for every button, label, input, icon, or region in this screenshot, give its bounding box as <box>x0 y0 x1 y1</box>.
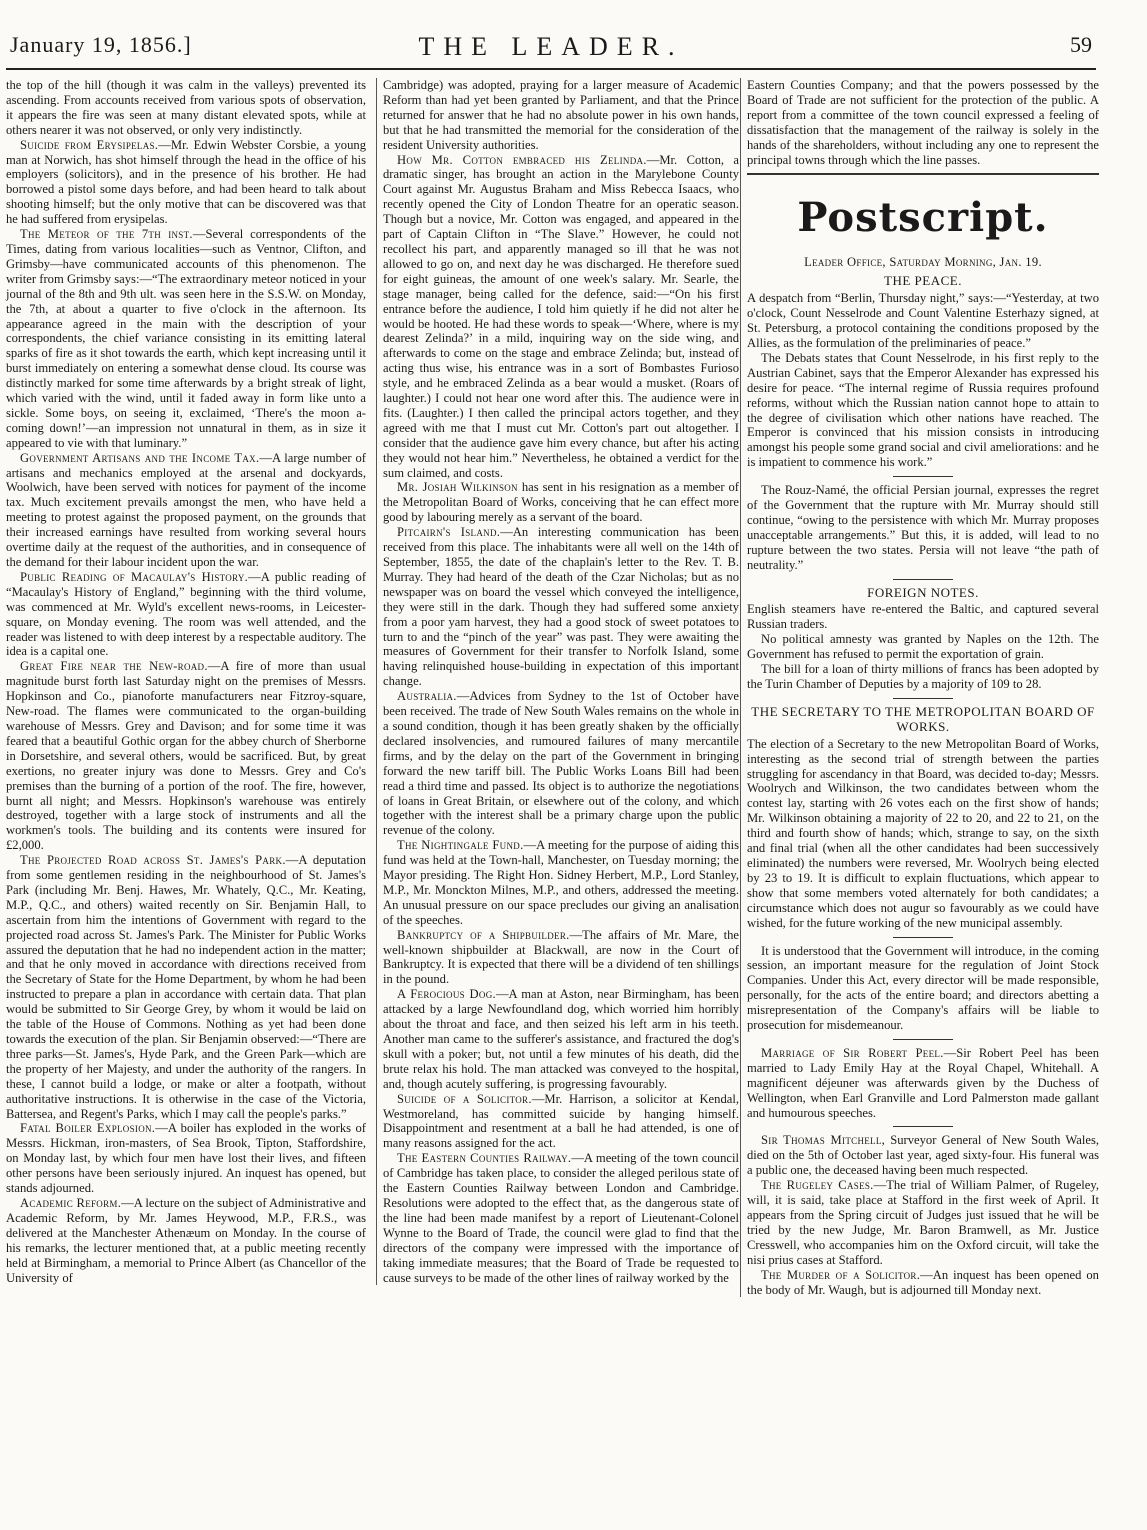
divider <box>893 579 953 580</box>
article-body: —A meeting for the purpose of aiding this fund was held at the Town-hall, Manchester, on Tuesday morning; the Mayor presiding. The Right Hon. Sidney Herbert, M.P., Lord Stanley, M.P., Mr. Monckton Milnes, M.P., and others, addressed the meeting. An unusual pressure on our space precludes our giving an analisation of the speeches. <box>383 838 739 927</box>
article-body: —Mr. Edwin Webster Corsbie, a young man at Norwich, has shot himself through the head in the office of his employers (solicitors), and in the presence of his brother. He had borrowed a pistol some days before, and had been heard to talk about shooting himself; but the only motive that can be discovered was that he had suffered from erysipelas. <box>6 137 366 227</box>
article-title: Mr. Josiah Wilkinson <box>397 480 518 495</box>
article-title: Suicide from Erysipelas. <box>20 137 159 152</box>
article-title: Fatal Boiler Explosion. <box>20 1121 156 1136</box>
article-title: The Eastern Counties Railway. <box>397 1151 572 1166</box>
article-bankruptcy <box>383 928 739 988</box>
article-title: Public Reading of Macaulay's History. <box>20 569 249 584</box>
article-title: Bankruptcy of a Shipbuilder. <box>397 927 570 942</box>
article-body: —A public reading of “Macaulay's History of England,” beginning with the third volume, was commenced at Mr. Wyld's excellent news-rooms, in Leicester-square, on Monday evening. The room was well attended, and the reader was listened to with deep interest by a respectable auditory. The idea is a capital one. <box>6 569 367 659</box>
masthead <box>6 30 1096 70</box>
article-joint-stock: It is understood that the Government will introduce, in the coming session, an important measure for the regulation of Joint Stock Companies. Under this Act, every director will be made responsible, personally, for the acts of the entire board; and directors abetting a misrepresentation of the Company's affairs will be liable to prosecution for misdemeanour. <box>747 943 1099 1033</box>
article-peel-marriage <box>747 1046 1099 1121</box>
article-body: —An inquest has been opened on the body of Mr. Waugh, but is adjourned till Monday next. <box>747 1267 1099 1297</box>
article-murder-solicitor <box>747 1268 1099 1298</box>
article-rouz-name: The Rouz-Namé, the official Persian journal, expresses the regret of the Government that the rupture with Mr. Murray should still continue, “owing to the persistence with which Mr. Murray proposes unacceptable arrangements.” But this, it is added, will lead to no rupture between the two states. Persia will not leave “the path of neutrality.” <box>747 483 1099 572</box>
section-heading-foreign-notes: FOREIGN NOTES. <box>867 584 979 600</box>
article-australia <box>383 689 739 838</box>
dateline: Leader Office, Saturday Morning, Jan. 19. <box>804 255 1042 270</box>
article-academic-reform <box>6 1196 366 1285</box>
article-title: The Meteor of the 7th inst. <box>20 227 193 242</box>
page-number: 59 <box>1070 32 1092 57</box>
article-body: —Mr. Cotton, a dramatic singer, has brought an action in the Marylebone County Court against Mr. Augustus Braham and Miss Rebecca Isaacs, who recently opened the City of London Theatre for an operatic season. Though but a novice, Mr. Cotton was engaged, and appeared in the part of Captain Clifton in “The Slave.” However, he could not recollect his part, and apparently managed so ill that he was not allowed to go on, and next day he was discharged. He therefore sued for eight guineas, the amount of one week's salary. Mr. Searle, the stage manager, being called for the defence, said:—“On his first entrance before the audience, I told him quietly if he did not alter he would be hooted. He had these words to speak—‘Where, where is my dearest Zelinda?’ in a mild, inquiring way on the side wing, and afterwards to come on the stage and embrace Zelinda; but, instead of acting thus wise, his entrance was in a sort of Bombastes Furioso style, and he embraced Zelinda as a bear would a musket. (Roars of laughter.) I could not hear one word after this. The audience were in fits. (Laughter.) I then called the principal actors together, and they agreed with me that I must cut Mr. Cotton's part out altogether. I consider that the audience gave him every chance, but after his acting they would not hear him.” Nevertheless, he obtained a verdict for the sum claimed, and costs. <box>383 152 739 480</box>
article-body: —A lecture on the subject of Administrative and Academic Reform, by Mr. James Heywood, M.P., F.R.S., was delivered at the Manchester Athenæum on Monday. In the course of his remarks, the lecturer mentioned that, at a public meeting recently held at Birmingham, a memorial to Prince Albert (as Chancellor of the University of <box>6 1195 366 1285</box>
article-title: The Projected Road across St. James's Park. <box>20 853 286 868</box>
article-title: The Murder of a Solicitor. <box>761 1267 921 1282</box>
article-title: The Rugeley Cases. <box>761 1178 874 1193</box>
article-secretary-election: The election of a Secretary to the new Metropolitan Board of Works, interesting as the second trial of strength between the parties struggling for ascendancy in that Board, was decided to-day; Messrs. Woolrych and Wilkinson, the two candidates between whom the contest lay, starting with 26 votes each on the first show of hands; Mr. Wilkinson obtaining a majority of 22 to 20, and 22 to 21, on the third and fourth show of hands; which, strange to say, on the sixth and final trial (when all the other candidates had been successively eliminated) the numbers were reversed, Mr. Woolrych being elected by 23 to 19. It is difficult to explain fluctuations, which appear to show that some members voted alternately for both candidates; a circumstance which does not augur so favourably as we could have wished, for the future working of the new municipal assembly. <box>747 736 1099 930</box>
article-body: —A large number of artisans and mechanics employed at the arsenal and dockyards, Woolwich, have been served with notices for payment of the income tax. Much excitement prevails amongst the men, who have held a meeting to protest against the proposed payment, on the grounds that their increased earnings have resulted from working several hours overtime daily at the request of the authorities, and in consequence of the demand for their labour incident upon the war. <box>6 450 366 569</box>
article-suicide-solicitor <box>383 1092 739 1152</box>
article-debats: The Debats states that Count Nesselrode, in his first reply to the Austrian Cabinet, says that the Emperor Alexander has expressed his desire for peace. “The internal regime of Russia requires profound reforms, without which the Russian nation cannot hope to attain to the degree of civilisation which other nations have reached. The Emperor is convinced that his mission consists in introducing amongst his people some grand social and civil ameliorations: and he is impatient to commence his work.” <box>747 350 1099 470</box>
article-title: Great Fire near the New-road. <box>20 659 208 674</box>
article-body: —Advices from Sydney to the 1st of October have been received. The trade of New South Wales remains on the whole in a sound condition, though it has been greatly shaken by the officially declared insolvencies, and rumoured failures of many mercantile firms, and by the delay on the part of the Government in bringing forward the new tariff bill. The Public Works Loans Bill had been read a third time and passed. Its object is to authorize the negotiations of loans in Great Britain, or elsewhere out of the colony, and which together with the interest shall be a primary charge upon the public revenue of the colony. <box>383 689 739 838</box>
divider <box>893 1126 953 1127</box>
article-body: Surveyor General of New South Wales, died on the 5th of October last year, aged sixty-four. His funeral was a public one, the deceased having been much respected. <box>747 1133 1099 1178</box>
divider <box>893 698 953 699</box>
note-turin-loan: The bill for a loan of thirty millions of francs has been adopted by the Turin Chamber of Deputies by a majority of 109 to 28. <box>747 662 1099 691</box>
article-title: Sir Thomas Mitchell, <box>761 1133 886 1148</box>
divider <box>893 476 953 477</box>
article-title: A Ferocious Dog. <box>397 987 496 1002</box>
article-income-tax <box>6 451 366 570</box>
article-rugeley <box>747 1178 1099 1267</box>
article-despatch: A despatch from “Berlin, Thursday night,” says:—“Yesterday, at two o'clock, Count Nesselrode and Count Valentine Esterhazy signed, at St. Petersburg, a protocol containing the conditions proposed by the Allies, as the formulation of the preliminaries of peace.” <box>747 291 1099 350</box>
article-body: —The trial of William Palmer, of Rugeley, will, it is said, take place at Stafford in the first week of April. It appears from the Spring circuit of Judges just issued that he will be tried by the new Judge, Mr. Baron Bramwell, as Mr. Justice Cresswell, who accompanies him on the Oxford circuit, will take the nisi prius cases at Stafford. <box>747 1178 1099 1267</box>
article-body: —A man at Aston, near Birmingham, has been attacked by a large Newfoundland dog, which worried him horribly about the throat and face, and then seized his left arm in his teeth. Another man came to the sufferer's assistance, and fractured the dog's skull with a poker; but, not until a few minutes of his death, did the brute relax his hold. The man attacked was conveyed to the hospital, and, though acutely suffering, is progressing favourably. <box>383 987 740 1091</box>
article-body: —A fire of more than usual magnitude burst forth last Saturday night on the premises of Messrs. Hopkinson and Co., pianoforte manufacturers near Fitzroy-square, New-road. The flames were communicated to the organ-building warehouse of Messrs. Grey and Davison; and for some time it was feared that a beautiful Gothic organ for the abbey church of Sherborne in Dorsetshire, and several others, would be sacrificed. But, by great exertions, no greater injury was done to Messrs. Grey and Co's premises than the burning of a portion of the roof. The fire, however, burnt all night; and Messrs. Hopkinson's warehouse was entirely destroyed, together with a large stock of instruments and all the workmen's tools. The building and its contents were insured for £2,000. <box>6 659 366 853</box>
divider <box>893 937 953 938</box>
article-title: Suicide of a Solicitor. <box>397 1091 532 1106</box>
newspaper-title: THE LEADER. <box>418 32 684 61</box>
article-body: —Sir Robert Peel has been married to Lady Emily Hay at the Royal Chapel, Whitehall. A magnificent déjeuner was afterwards given by the Duchess of Wellington, when Earl Granville and Lord Palmerston made gallant and humourous speeches. <box>747 1045 1099 1120</box>
article-macaulay <box>6 570 366 659</box>
article-pitcairn <box>383 525 739 689</box>
article-boiler-explosion <box>6 1121 366 1196</box>
article-continuation: the top of the hill (though it was calm in the valleys) prevented its ascending. From accounts received from various spots of observation, it appears the fire was seen at many distant elevated spots, while at others nearer it was not observed, or only very indistinctly. <box>6 78 366 137</box>
article-title: Australia. <box>397 689 457 704</box>
article-title: Pitcairn's Island. <box>397 525 501 540</box>
section-heading-secretary: THE SECRETARY TO THE METROPOLITAN BOARD OF WORKS. <box>751 703 1095 734</box>
column-1 <box>6 78 366 1285</box>
article-body: —Mr. Harrison, a solicitor at Kendal, Westmoreland, has committed suicide by hanging himself. Disappointment and resentment at a ball he had attended, is one of many reasons assigned for the act. <box>383 1091 739 1151</box>
section-heading-peace: THE PEACE. <box>884 273 962 289</box>
article-continuation: Cambridge) was adopted, praying for a larger measure of Academic Reform than had yet been granted by Parliament, and that the Prince returned for answer that he had no absolute power in his own hands, but that he had transmitted the memorial for the consideration of the resident University authorities. <box>383 78 739 152</box>
article-title: Government Artisans and the Income Tax. <box>20 450 260 465</box>
article-body: —Several correspondents of the Times, dating from various localities—such as Ventnor, Clifton, and Grimsby—have communicated accounts of this phenomenon. The writer from Grimsby says:—“The extraordinary meteor noticed in your journal of the 8th and 9th ult. was seen here in the S.S.W. on Monday, the 7th, at about a quarter to five o'clock in the afternoon. Its appearance agreed in the main with the description of your correspondents, the chief variance consisting in its emitting lateral sparks of fire as it shot towards the earth, which kept increasing until it burst immediately on entering a somewhat dense cloud. Its course was distinctly marked for some time afterwards by a bright streak of light, which varied with the wind, until it faded away in form like unto a sickle. Some boys, on seeing it, exclaimed, ‘There's the moon a-coming down!’—an impression not unnatural in them, as in size it appeared to vie with that luminary.” <box>6 227 366 450</box>
article-eastern-counties <box>383 1151 739 1285</box>
article-meteor <box>6 227 366 451</box>
article-body: —A meeting of the town council of Cambridge has taken place, to consider the alleged perilous state of the Eastern Counties Railway between London and Cambridge. Resolutions were adopted to the effect that, as the dangerous state of the line had been made manifest by a report of Lieutenant-Colonel Wynne to the Board of Trade, the council were glad to find that the directors of the company were impressed with the importance of taking immediate measures; that the Board of Trade be requested to cause surveys to be made of the other lines of railway worked by the <box>383 1151 739 1285</box>
article-body: —A boiler has exploded in the works of Messrs. Hickman, iron-masters, of Sea Brook, Tipton, Staffordshire, on Monday last, by which four men have lost their lives, and fifteen other persons have been seriously injured. An inquest has opened, but stands adjourned. <box>6 1121 366 1196</box>
column-2 <box>376 78 739 1285</box>
postscript-heading: Postscript. <box>797 194 1049 242</box>
article-mitchell <box>747 1133 1099 1178</box>
article-projected-road <box>6 853 366 1121</box>
section-divider <box>747 173 1099 175</box>
article-wilkinson-resignation <box>383 480 739 525</box>
note-naples: No political amnesty was granted by Naples on the 12th. The Government has refused to permit the exportation of grain. <box>747 632 1099 662</box>
article-ferocious-dog <box>383 987 739 1091</box>
issue-date: January 19, 1856.] <box>10 32 192 57</box>
article-continuation: Eastern Counties Company; and that the powers possessed by the Board of Trade are not sufficient for the protection of the public. A report from a committee of the town council expressed a feeling of dissatisfaction that the management of the railway is solely in the hands of the shareholders, without including any one to represent the principal towns through which the line passes. <box>747 78 1099 167</box>
column-3 <box>740 78 1099 1297</box>
article-body: has sent in his resignation as a member of the Metropolitan Board of Works, conceiving that he can effect more good by labouring merely as a servant of the board. <box>383 480 739 525</box>
article-nightingale-fund <box>383 838 739 927</box>
article-cotton-zelinda <box>383 153 739 481</box>
article-body: —A deputation from some gentlemen residing in the neighbourhood of St. James's Park (including Mr. Benj. Hawes, Mr. Whately, Q.C., Mr. Keating, M.P., Q.C., and others) waited recently on Sir. Benjamin Hall, to ascertain from him the intentions of Government with regard to the projected road across St. James's Park. The Minister for Public Works assured the deputation that he had no independent action in the matter; and that he only moved in accordance with directions received from the Secretary of State for the Home Department, by whom he had been instructed to prepare a plan in accordance with certain data. That plan would be submitted to Sir George Grey, by whom it would be laid on the table of the House of Commons. Nothing as yet had been done towards the execution of the plan. Sir Benjamin observed:—“There are three parks—St. James's, Hyde Park, and the Green Park—which are the property of her Majesty, and under the authority of the rangers. In these, I cannot build a lodge, or make or alter a footpath, without authoritative instructions. It is otherwise in the case of the Victoria, Battersea, and Regent's Parks, which I may call the people's parks.” <box>6 853 366 1121</box>
article-title: How Mr. Cotton embraced his Zelinda. <box>397 152 647 167</box>
article-title: The Nightingale Fund. <box>397 838 524 853</box>
article-body: —An interesting communication has been received from this place. The inhabitants were all well on the 14th of September, 1855, the date of the chaplain's letter to the Rev. T. B. Murray. They had heard of the death of the Czar Nicholas; but as no newspaper was on board the vessel which conveyed the intelligence, they were still in the dark. Though they had suffered some anxiety from a poor yam harvest, they had a good stock of sweet potatoes to turn to and the “pinch of the year” was past. They were awaiting the measures of Government for their transfer to Norfolk Island, some having relinquished house-building in expectation of this important change. <box>383 525 739 689</box>
divider <box>893 1039 953 1040</box>
article-title: Academic Reform. <box>20 1195 122 1210</box>
article-suicide-erysipelas <box>6 138 366 227</box>
article-body: —The affairs of Mr. Mare, the well-known shipbuilder at Blackwall, are now in the Court of Bankruptcy. It is expected that there will be a dividend of ten shillings in the pound. <box>383 927 739 987</box>
note-baltic: English steamers have re-entered the Baltic, and captured several Russian traders. <box>747 602 1099 632</box>
article-title: Marriage of Sir Robert Peel. <box>761 1045 944 1060</box>
article-great-fire <box>6 659 366 853</box>
